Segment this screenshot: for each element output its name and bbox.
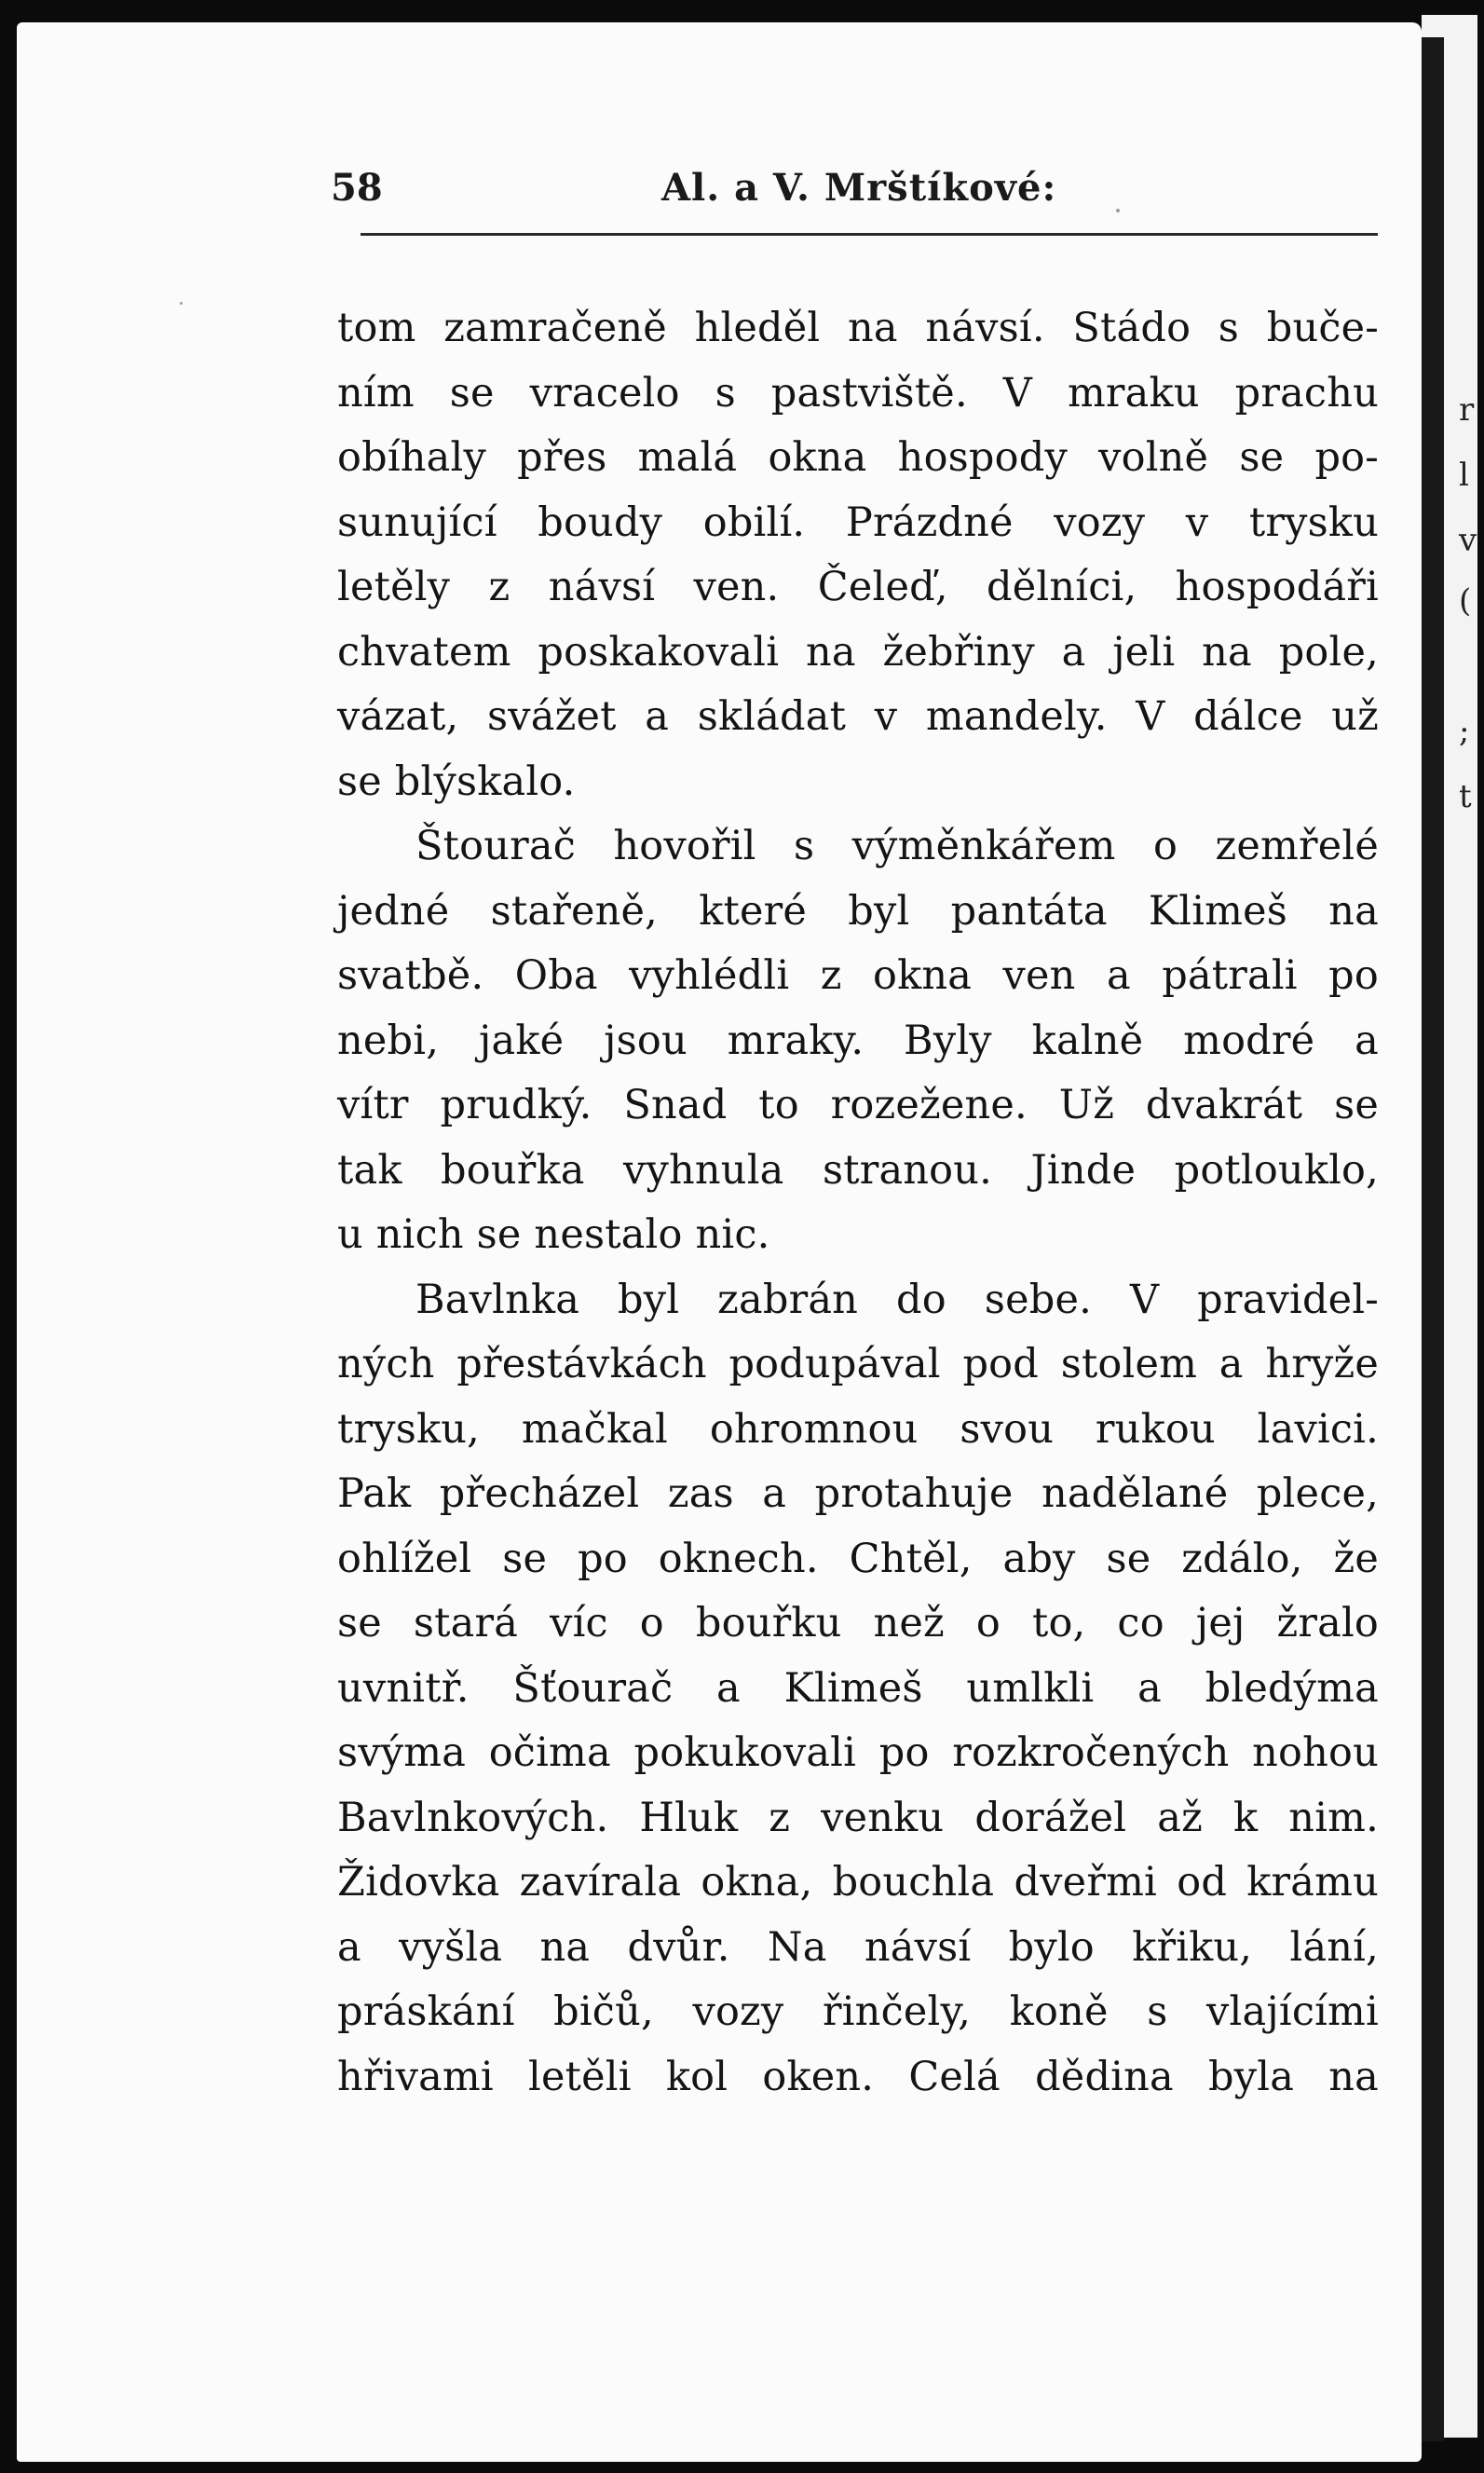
text-line: se stará víc o bouřku než o to, co jej žralo xyxy=(337,1600,1379,1646)
facing-page-fragment: ( xyxy=(1459,582,1472,620)
text-line: hřivami letěli kol oken. Celá dědina byla na xyxy=(337,2053,1379,2100)
paragraph xyxy=(337,1268,1379,2111)
text-line: u nich se nestalo nic. xyxy=(337,1211,770,1258)
text-line: tom zamračeně hleděl na návsí. Stádo s buče- xyxy=(337,305,1379,351)
header-rule xyxy=(361,233,1378,236)
text-line: svýma očima pokukovali po rozkročených nohou xyxy=(337,1729,1379,1776)
running-head-title: Al. a V. Mrštíkové: xyxy=(661,166,1057,210)
text-line: vázat, svážet a skládat v mandely. V dálce už xyxy=(337,693,1379,740)
text-line: svatbě. Oba vyhlédli z okna ven a pátrali po xyxy=(337,952,1379,999)
facing-page-fragment: v xyxy=(1459,522,1477,559)
text-line: ohlížel se po oknech. Chtěl, aby se zdálo, že xyxy=(337,1535,1379,1582)
facing-page-fragment: r xyxy=(1459,391,1475,429)
facing-page-fragment: t xyxy=(1459,778,1472,815)
text-line: Bavlnka byl zabrán do sebe. V pravidel- xyxy=(415,1276,1379,1323)
paper-speck xyxy=(180,302,183,305)
body-text xyxy=(337,296,1379,2110)
text-line: ním se vracelo s pastviště. V mraku prachu xyxy=(337,369,1379,417)
text-line: Pak přecházel zas a protahuje nadělané plece, xyxy=(337,1470,1379,1517)
paragraph xyxy=(337,814,1379,1268)
text-line: uvnitř. Šťourač a Klimeš umlkli a bledýma xyxy=(337,1664,1379,1712)
text-line: obíhaly přes malá okna hospody volně se po- xyxy=(337,434,1379,481)
paragraph xyxy=(337,296,1379,814)
text-line: Štourač hovořil s výměnkářem o zemřelé xyxy=(415,823,1379,869)
facing-page-fragment: ; xyxy=(1459,713,1470,750)
text-line: ných přestávkách podupával pod stolem a hryže xyxy=(337,1341,1379,1387)
text-line: se blýskalo. xyxy=(337,758,576,805)
text-line: chvatem poskakovali na žebřiny a jeli na pole, xyxy=(337,628,1379,676)
text-line: práskání bičů, vozy řinčely, koně s vlajícími xyxy=(337,1988,1379,2035)
text-line: letěly z návsí ven. Čeleď, dělníci, hospodáři xyxy=(337,564,1379,610)
text-line: trysku, mačkal ohromnou svou rukou lavici. xyxy=(337,1405,1379,1453)
text-line: vítr prudký. Snad to rozežene. Už dvakrát se xyxy=(337,1082,1379,1128)
text-line: a vyšla na dvůr. Na návsí bylo křiku, lání, xyxy=(337,1923,1379,1971)
text-line: tak bouřka vyhnula stranou. Jinde potlouklo, xyxy=(337,1146,1379,1194)
text-line: sunující boudy obilí. Prázdné vozy v trysku xyxy=(337,499,1379,546)
book-gutter-shadow xyxy=(1422,37,1444,2441)
text-line: Bavlnkových. Hluk z venku dorážel až k nim. xyxy=(337,1794,1379,1841)
running-head xyxy=(331,166,1379,212)
text-line: nebi, jaké jsou mraky. Byly kalně modré a xyxy=(337,1017,1379,1064)
text-line: jedné stařeně, které byl pantáta Klimeš na xyxy=(337,887,1379,935)
facing-page-fragment: l xyxy=(1459,457,1469,494)
text-line: Židovka zavírala okna, bouchla dveřmi od krámu xyxy=(337,1859,1379,1906)
page-number: 58 xyxy=(331,166,383,210)
